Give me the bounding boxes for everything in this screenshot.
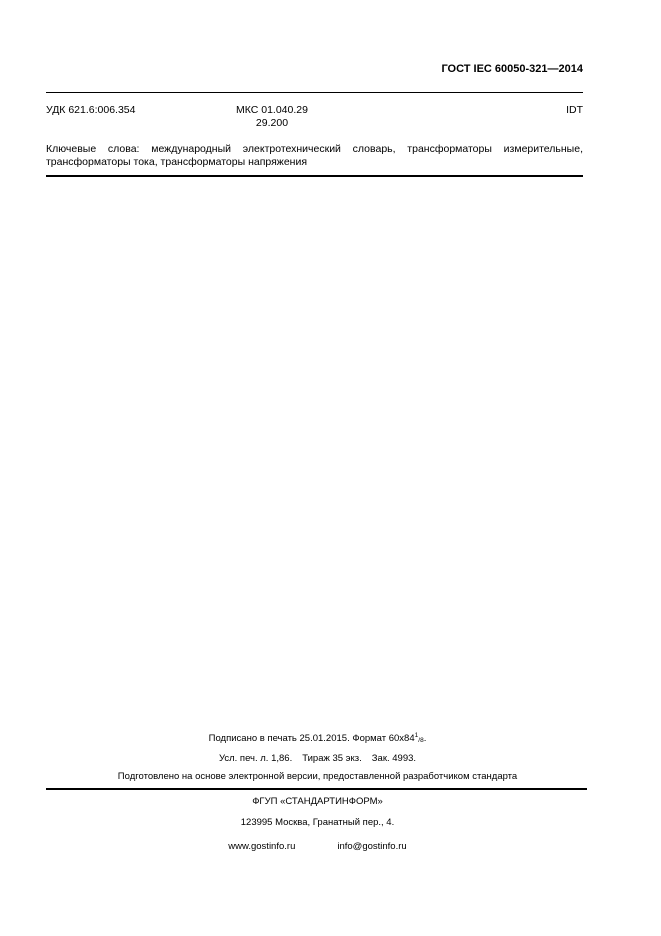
keywords-divider (46, 175, 583, 177)
keywords-line2: трансформаторы тока, трансформаторы напряжения (46, 156, 308, 168)
udk-code: УДК 621.6:006.354 (46, 104, 136, 116)
mks-code-line2: 29.200 (255, 117, 289, 129)
website-link[interactable]: www.gostinfo.ru (228, 841, 296, 852)
mks-code (236, 104, 308, 130)
order-number: Зак. 4993. (371, 753, 417, 764)
format-fraction-numerator: 1 (414, 732, 419, 739)
keywords-line1: Ключевые слова: международный электротехнический словарь, трансформаторы измерительные, (46, 143, 583, 155)
publisher-contacts (0, 841, 635, 852)
keywords-block (46, 143, 583, 169)
signed-text: Подписано в печать 25.01.2015. Формат 60х84 (208, 733, 415, 744)
format-fraction-denominator: 8 (420, 737, 424, 744)
header-divider (46, 92, 583, 93)
standard-code: ГОСТ IEC 60050-321—2014 (441, 63, 583, 75)
imprint-divider (46, 788, 587, 790)
print-sheets: Усл. печ. л. 1,86. (218, 753, 293, 764)
signed-for-print: Подписано в печать 25.01.2015. Формат $60х84^1/8$. (208, 732, 427, 744)
circulation: Тираж 35 экз. (302, 753, 362, 764)
publisher-name: ФГУП «СТАНДАРТИНФОРМ» (252, 796, 383, 807)
print-info (0, 753, 635, 764)
prepared-note: Подготовлено на основе электронной версии, предоставленной разработчиком стандарта (117, 771, 518, 782)
email-link[interactable]: info@gostinfo.ru (337, 841, 407, 852)
equivalence-marker: IDT (566, 104, 583, 116)
mks-code-line1: МКС 01.040.29 (236, 104, 308, 116)
publisher-address: 123995 Москва, Гранатный пер., 4. (240, 817, 395, 828)
